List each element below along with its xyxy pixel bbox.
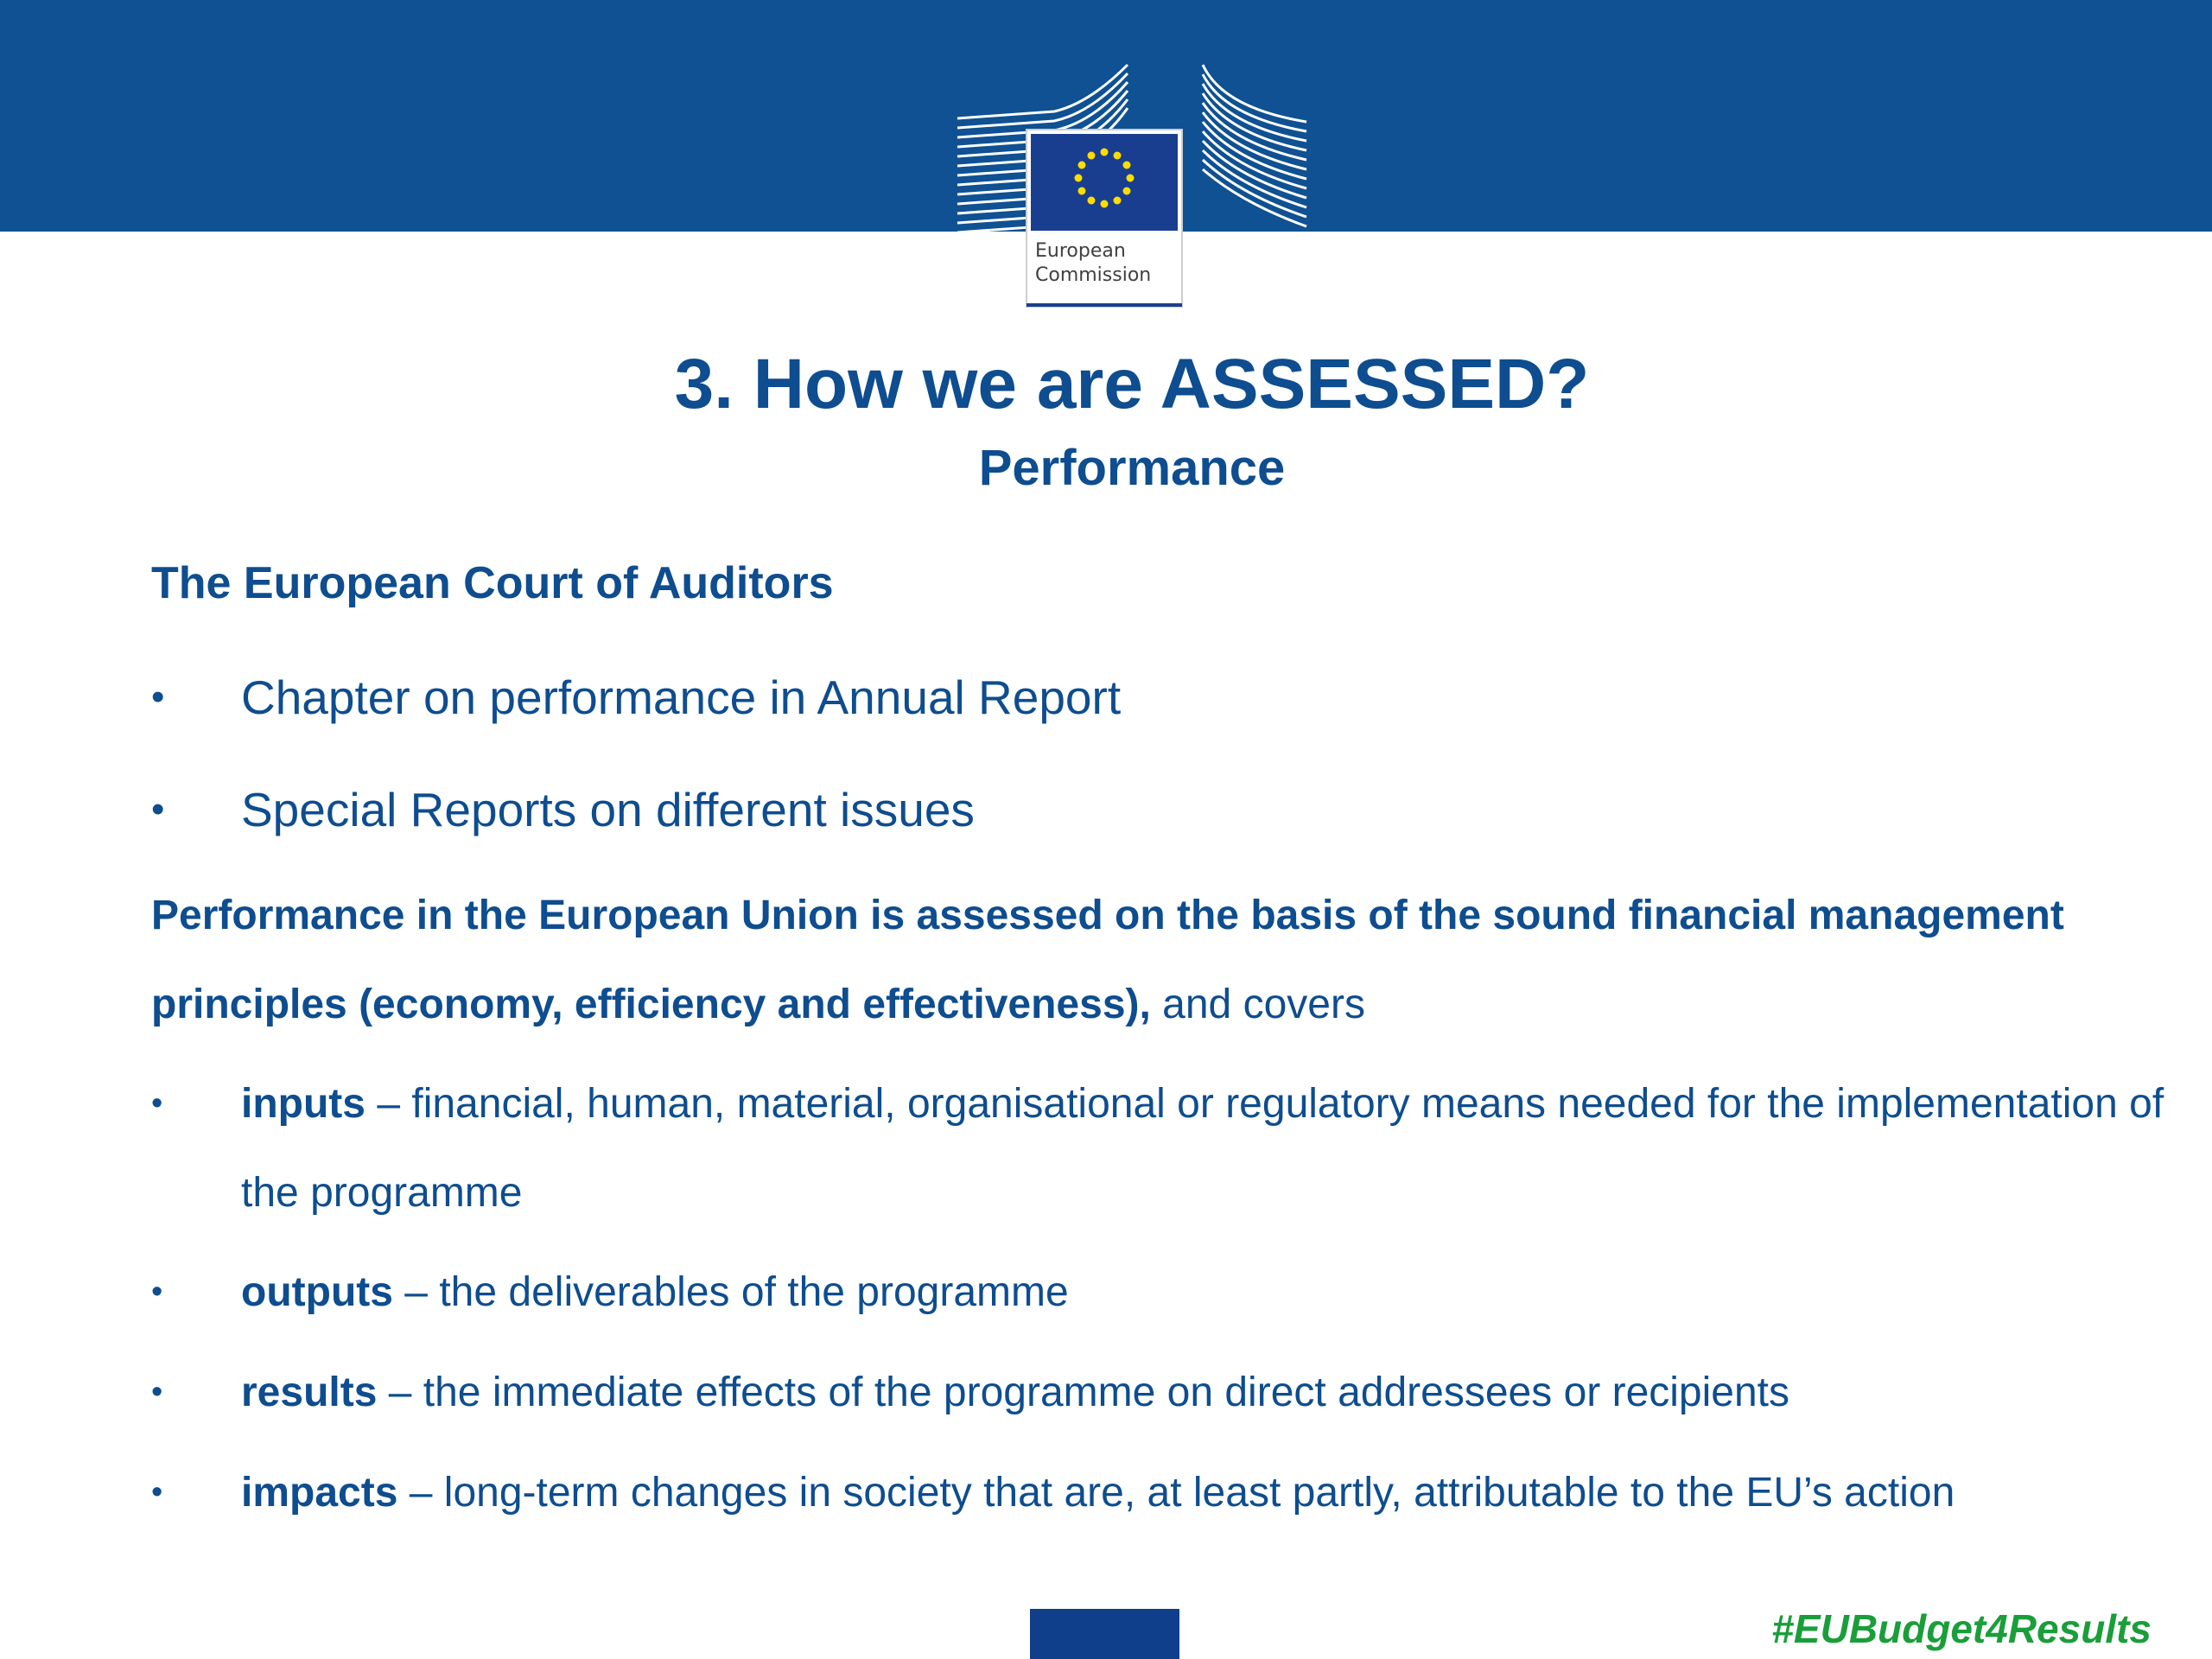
- definition-text: – financial, human, material, organisational or regulatory means needed for the implementation of the programme: [241, 1081, 2164, 1216]
- definition-text: – long-term changes in society that are, at least partly, attributable to the EU’s action: [397, 1470, 1955, 1516]
- section-heading: The European Court of Auditors: [151, 558, 834, 608]
- definition-term: outputs: [241, 1269, 393, 1315]
- list-item-text: Chapter on performance in Annual Report: [241, 671, 1122, 724]
- definition-text: – the immediate effects of the programme on direct addressees or recipients: [377, 1370, 1790, 1415]
- performance-paragraph: [151, 871, 2164, 1049]
- bullet-icon: •: [151, 788, 165, 830]
- slide-title: 3. How we are ASSESSED?: [674, 345, 1590, 423]
- footer-hashtag: #EUBudget4Results: [1771, 1606, 2152, 1651]
- logo-line-1: European: [1035, 240, 1126, 262]
- definition-term: impacts: [241, 1470, 398, 1516]
- list-item-text: Special Reports on different issues: [241, 783, 975, 836]
- european-commission-logo: [950, 56, 1313, 315]
- definition-term: inputs: [241, 1081, 365, 1127]
- slide-subtitle: Performance: [978, 440, 1286, 496]
- paragraph-normal-text: and covers: [1150, 982, 1365, 1027]
- footer-flag-block: [1030, 1609, 1179, 1659]
- logo-wordmark: [1035, 239, 1182, 288]
- definition-term: results: [241, 1370, 378, 1415]
- definition-text: – the deliverables of the programme: [392, 1269, 1069, 1315]
- bullet-icon: •: [151, 1374, 163, 1410]
- bullet-icon: •: [151, 676, 165, 718]
- bullet-icon: •: [151, 1085, 163, 1122]
- bullet-icon: •: [151, 1274, 163, 1310]
- bullet-icon: •: [151, 1474, 163, 1510]
- logo-line-2: Commission: [1035, 264, 1152, 286]
- paragraph-bold-text: Performance in the European Union is assessed on the basis of the sound financial management principles (economy, efficiency and effectiveness),: [151, 893, 2064, 1027]
